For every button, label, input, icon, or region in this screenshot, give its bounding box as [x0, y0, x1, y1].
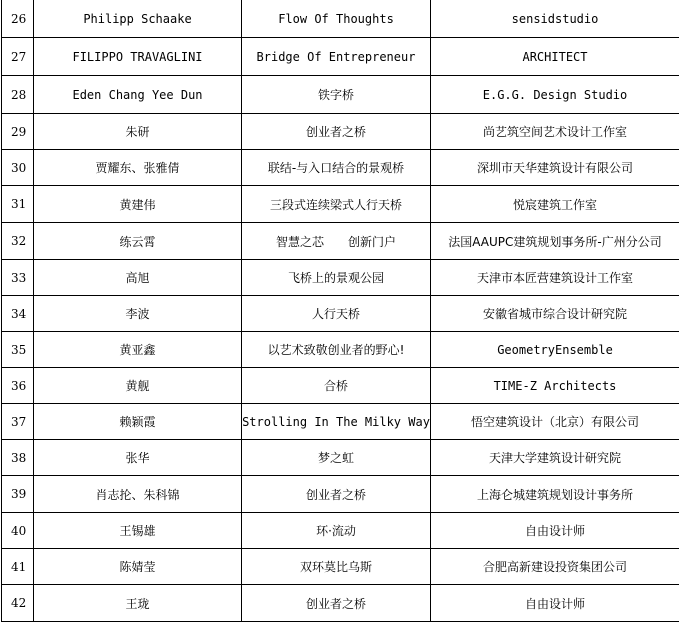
row-number-cell: 38 [2, 440, 34, 476]
organization-cell: 悟空建筑设计（北京）有限公司 [431, 404, 679, 440]
table-row [2, 0, 679, 38]
entry-title-cell: 人行天桥 [242, 296, 431, 332]
entry-title-cell: 梦之虹 [242, 440, 431, 476]
table-row [2, 150, 679, 186]
entry-title-cell: 铁字桥 [242, 76, 431, 114]
row-number-cell: 40 [2, 513, 34, 549]
author-cell: Eden Chang Yee Dun [34, 76, 242, 114]
author-cell: 李波 [34, 296, 242, 332]
table-row [2, 186, 679, 223]
entry-title-cell: 联结-与入口结合的景观桥 [242, 150, 431, 186]
entry-title-cell: 环·流动 [242, 513, 431, 549]
author-cell: 朱研 [34, 114, 242, 150]
row-number-cell: 32 [2, 223, 34, 260]
row-number-cell: 36 [2, 368, 34, 404]
table-row [2, 513, 679, 549]
table-row [2, 76, 679, 114]
entry-title-cell: Strolling In The Milky Way [242, 404, 431, 440]
author-cell: 王珑 [34, 585, 242, 622]
entry-title-cell: Flow Of Thoughts [242, 0, 431, 38]
table-row [2, 332, 679, 368]
row-number-cell: 33 [2, 260, 34, 296]
organization-cell: 尚艺筑空间艺术设计工作室 [431, 114, 679, 150]
organization-cell: 天津市本匠营建筑设计工作室 [431, 260, 679, 296]
organization-cell: GeometryEnsemble [431, 332, 679, 368]
organization-cell: TIME-Z Architects [431, 368, 679, 404]
table-row [2, 260, 679, 296]
author-cell: Philipp Schaake [34, 0, 242, 38]
entry-title-cell: 合桥 [242, 368, 431, 404]
organization-cell: 自由设计师 [431, 513, 679, 549]
organization-cell: 上海仑城建筑规划设计事务所 [431, 476, 679, 513]
row-number-cell: 29 [2, 114, 34, 150]
row-number-cell: 34 [2, 296, 34, 332]
author-cell: 王锡雄 [34, 513, 242, 549]
organization-cell: E.G.G. Design Studio [431, 76, 679, 114]
row-number-cell: 42 [2, 585, 34, 622]
organization-cell: ARCHITECT [431, 38, 679, 76]
entry-title-cell: 三段式连续梁式人行天桥 [242, 186, 431, 223]
table-row [2, 38, 679, 76]
table-row [2, 296, 679, 332]
organization-cell: 天津大学建筑设计研究院 [431, 440, 679, 476]
entry-title-cell: 飞桥上的景观公园 [242, 260, 431, 296]
author-cell: 高旭 [34, 260, 242, 296]
organization-cell: sensidstudio [431, 0, 679, 38]
entry-title-cell: 创业者之桥 [242, 114, 431, 150]
row-number-cell: 41 [2, 549, 34, 585]
author-cell: 赖颖霞 [34, 404, 242, 440]
table-row [2, 549, 679, 585]
table-row [2, 368, 679, 404]
entry-title-cell: 创业者之桥 [242, 476, 431, 513]
author-cell: FILIPPO TRAVAGLINI [34, 38, 242, 76]
author-cell: 张华 [34, 440, 242, 476]
author-cell: 练云霄 [34, 223, 242, 260]
entries-table-body [2, 0, 679, 622]
author-cell: 黄建伟 [34, 186, 242, 223]
entries-table [1, 0, 679, 622]
row-number-cell: 30 [2, 150, 34, 186]
organization-cell: 悦宸建筑工作室 [431, 186, 679, 223]
row-number-cell: 28 [2, 76, 34, 114]
row-number-cell: 39 [2, 476, 34, 513]
author-cell: 陈婧莹 [34, 549, 242, 585]
row-number-cell: 26 [2, 0, 34, 38]
entry-title-cell: 以艺术致敬创业者的野心! [242, 332, 431, 368]
entry-title-cell: 双环莫比乌斯 [242, 549, 431, 585]
row-number-cell: 27 [2, 38, 34, 76]
organization-cell: 合肥高新建设投资集团公司 [431, 549, 679, 585]
organization-cell: 法国AAUPC建筑规划事务所-广州分公司 [431, 223, 679, 260]
entry-title-cell: 智慧之芯 创新门户 [242, 223, 431, 260]
author-cell: 肖志抡、朱科锦 [34, 476, 242, 513]
author-cell: 黄舰 [34, 368, 242, 404]
row-number-cell: 31 [2, 186, 34, 223]
organization-cell: 深圳市天华建筑设计有限公司 [431, 150, 679, 186]
row-number-cell: 37 [2, 404, 34, 440]
entry-title-cell: 创业者之桥 [242, 585, 431, 622]
table-row [2, 404, 679, 440]
author-cell: 黄亚鑫 [34, 332, 242, 368]
table-row [2, 223, 679, 260]
entry-title-cell: Bridge Of Entrepreneur [242, 38, 431, 76]
table-row [2, 476, 679, 513]
table-row [2, 440, 679, 476]
table-row [2, 585, 679, 622]
row-number-cell: 35 [2, 332, 34, 368]
table-row [2, 114, 679, 150]
author-cell: 贾耀东、张雅倩 [34, 150, 242, 186]
organization-cell: 自由设计师 [431, 585, 679, 622]
organization-cell: 安徽省城市综合设计研究院 [431, 296, 679, 332]
